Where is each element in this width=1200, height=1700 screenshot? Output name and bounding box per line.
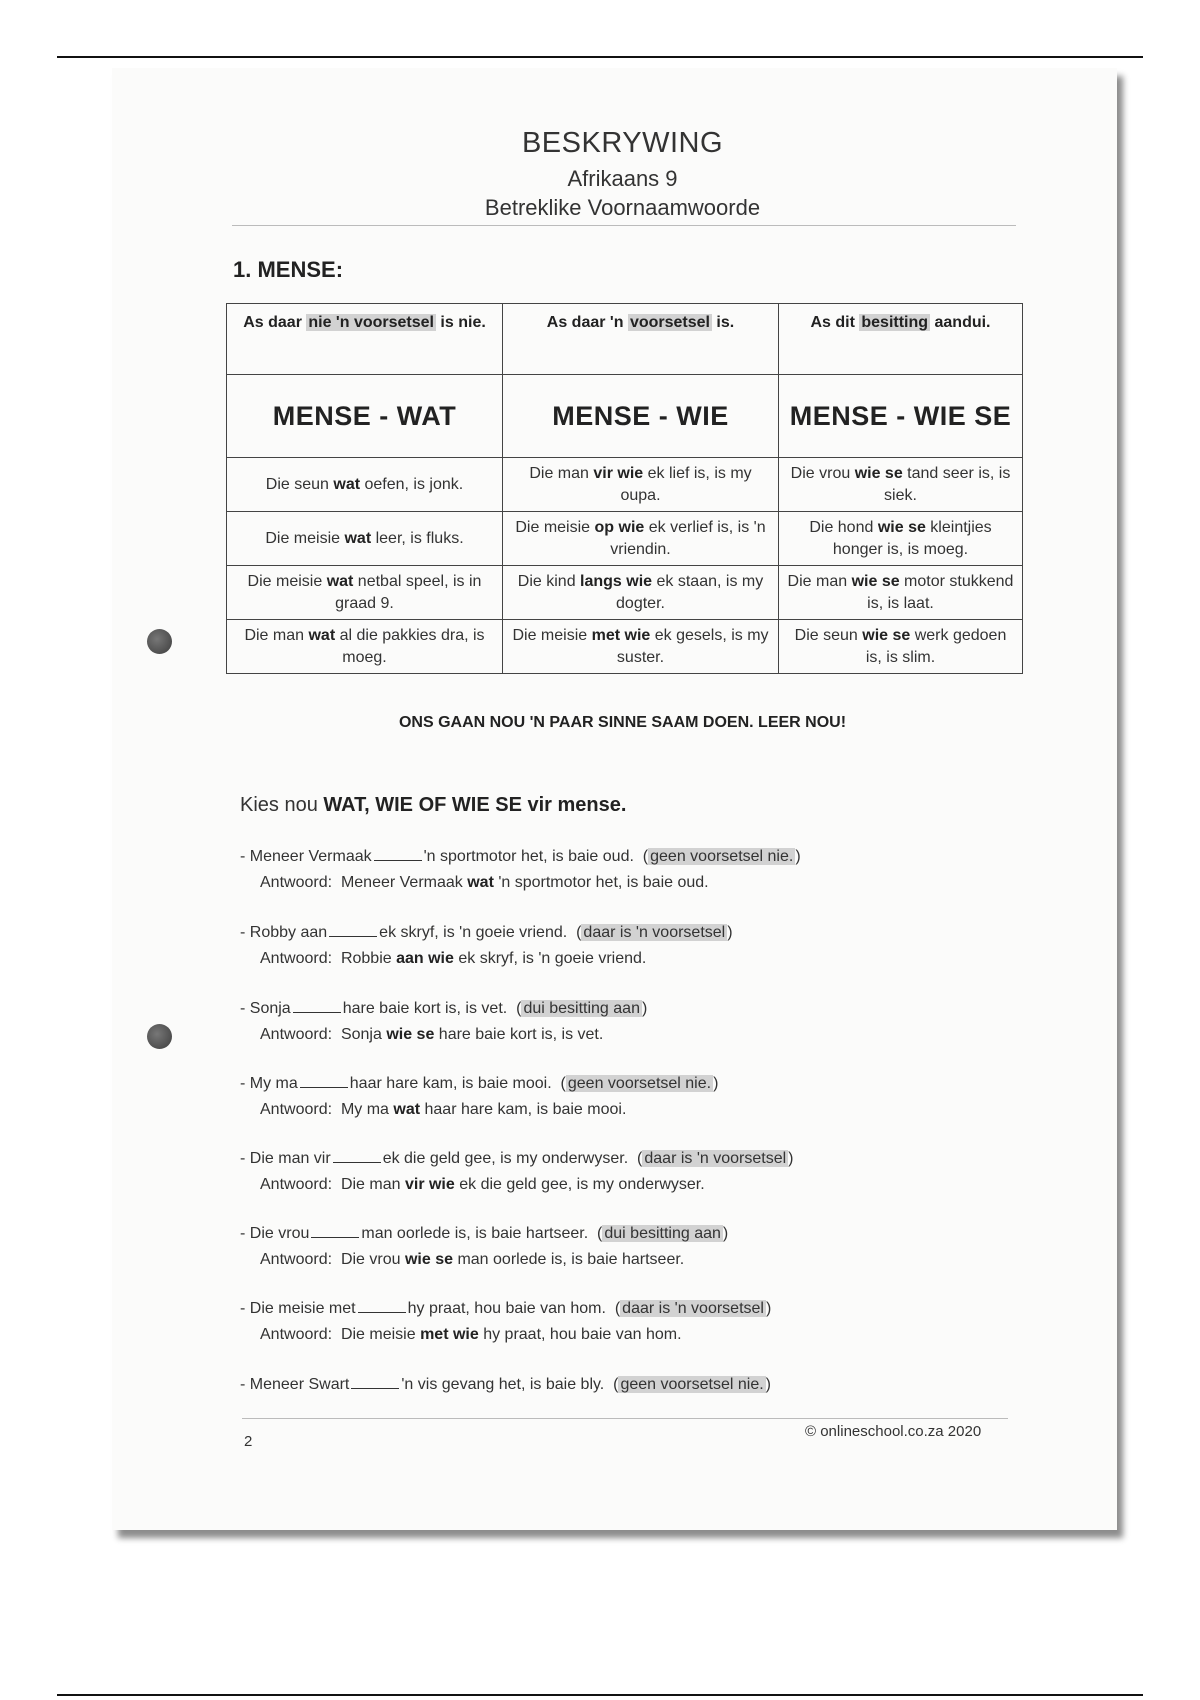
exercise-answer: Antwoord: Robbie aan wie ek skryf, is 'n goeie vriend. (260, 950, 647, 967)
table-cell: Die seun wat oefen, is jonk. (227, 458, 503, 512)
answer-blank (329, 924, 377, 937)
answer-blank (374, 848, 422, 861)
condition-cell: As daar 'n voorsetsel is. (503, 304, 779, 375)
table-cell: Die meisie op wie ek verlief is, is 'n vriendin. (503, 512, 779, 566)
table-cell: Die meisie wat netbal speel, is in graad 9. (227, 566, 503, 620)
copyright-notice: © onlineschool.co.za 2020 (805, 1423, 982, 1440)
table-cell: Die man wie se motor stukkend is, is laat. (779, 566, 1023, 620)
exercise-answer: Antwoord: Sonja wie se hare baie kort is, is vet. (260, 1026, 604, 1043)
document-title: BESKRYWING (521, 127, 724, 159)
table-cell: Die man vir wie ek lief is, is my oupa. (503, 458, 779, 512)
answer-blank (300, 1075, 348, 1088)
exercise-item (240, 844, 801, 896)
condition-row (227, 304, 1023, 375)
exercise-question: - Meneer Vermaak 'n sportmotor het, is baie oud. ( geen voorsetsel nie. ) (240, 844, 801, 870)
table-cell: Die vrou wie se tand seer is, is siek. (779, 458, 1023, 512)
column-header: MENSE - WIE (503, 375, 779, 458)
condition-cell: As dit besitting aandui. (779, 304, 1023, 375)
answer-blank (311, 1225, 359, 1238)
bottom-rule (57, 1694, 1143, 1696)
section-title: 1. MENSE: (233, 257, 344, 282)
exercise-question: - Die vrou man oorlede is, is baie hartseer. ( dui besitting aan ) (240, 1221, 728, 1247)
punch-hole (147, 629, 172, 654)
exercise-question: - Robby aan ek skryf, is 'n goeie vriend. ( daar is 'n voorsetsel ) (240, 920, 733, 946)
table-cell: Die hond wie se kleintjies honger is, is moeg. (779, 512, 1023, 566)
exercise-answer: Antwoord: Die man vir wie ek die geld gee, is my onderwyser. (260, 1176, 705, 1193)
document-subject: Afrikaans 9 (567, 166, 678, 191)
footer-divider (242, 1418, 1008, 1419)
answer-blank (358, 1300, 406, 1313)
exercise-answer: Antwoord: Die meisie met wie hy praat, hou baie van hom. (260, 1326, 682, 1343)
exercise-answer: Antwoord: My ma wat haar hare kam, is baie mooi. (260, 1101, 627, 1118)
table-cell: Die man wat al die pakkies dra, is moeg. (227, 620, 503, 674)
table-cell: Die meisie met wie ek gesels, is my suster. (503, 620, 779, 674)
exercise-item (240, 1146, 794, 1198)
table-row (227, 458, 1023, 512)
answer-blank (333, 1150, 381, 1163)
condition-cell: As daar nie 'n voorsetsel is nie. (227, 304, 503, 375)
exercise-question: - Die man vir ek die geld gee, is my onderwyser. ( daar is 'n voorsetsel ) (240, 1146, 794, 1172)
page-number: 2 (244, 1433, 253, 1450)
table-row (227, 512, 1023, 566)
practice-banner: ONS GAAN NOU 'N PAAR SINNE SAAM DOEN. LEER NOU! (398, 714, 847, 731)
exercise-question: - Meneer Swart 'n vis gevang het, is baie bly. ( geen voorsetsel nie. ) (240, 1372, 771, 1398)
header-divider (232, 225, 1016, 226)
exercise-item (240, 1296, 771, 1348)
exercise-question: - Sonja hare baie kort is, is vet. ( dui besitting aan ) (240, 996, 647, 1022)
exercise-item (240, 1071, 718, 1123)
exercise-answer: Antwoord: Meneer Vermaak wat 'n sportmotor het, is baie oud. (260, 874, 709, 891)
exercise-item (240, 1221, 728, 1273)
exercise-item (240, 1372, 771, 1398)
punch-hole (147, 1024, 172, 1049)
exercise-instruction: Kies nou WAT, WIE OF WIE SE vir mense. (240, 794, 627, 816)
exercise-item (240, 920, 733, 972)
relative-pronoun-table (226, 303, 1023, 674)
document-topic: Betreklike Voornaamwoorde (484, 195, 761, 220)
answer-blank (351, 1376, 399, 1389)
exercise-answer: Antwoord: Die vrou wie se man oorlede is, is baie hartseer. (260, 1251, 685, 1268)
header-row (227, 375, 1023, 458)
table-cell: Die kind langs wie ek staan, is my dogter. (503, 566, 779, 620)
answer-blank (293, 1000, 341, 1013)
table-row (227, 566, 1023, 620)
top-rule (57, 56, 1143, 58)
column-header: MENSE - WAT (227, 375, 503, 458)
exercise-item (240, 996, 647, 1048)
table-cell: Die meisie wat leer, is fluks. (227, 512, 503, 566)
exercise-question: - Die meisie met hy praat, hou baie van hom. ( daar is 'n voorsetsel ) (240, 1296, 771, 1322)
exercise-question: - My ma haar hare kam, is baie mooi. ( geen voorsetsel nie. ) (240, 1071, 718, 1097)
table-row (227, 620, 1023, 674)
table-cell: Die seun wie se werk gedoen is, is slim. (779, 620, 1023, 674)
column-header: MENSE - WIE SE (779, 375, 1023, 458)
